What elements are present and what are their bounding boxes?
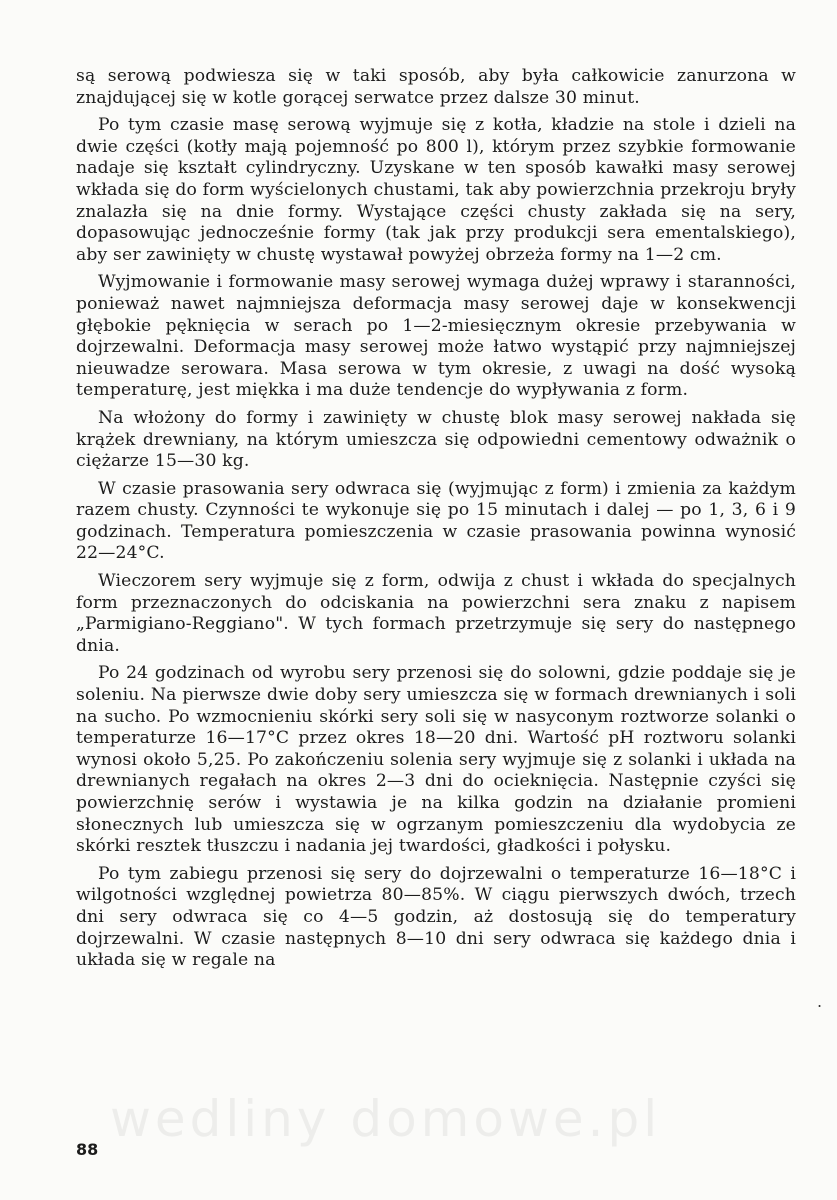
- paragraph-7: Po 24 godzinach od wyrobu sery przenosi się do solowni, gdzie poddaje się je soleniu. Na pierwsze dwie doby sery umieszcza się w formach drewnianych i soli na sucho. Po wzmocnieniu skórki sery soli się w nasyconym roztworze solanki o temperaturze 16—17°C przez okres 18—20 dni. Wartość pH roztworu solanki wynosi około 5,25. Po zakończeniu solenia sery wyjmuje się z solanki i układa na drewnianych regałach na okres 2—3 dni do ocieknięcia. Następnie czyści się powierzchnię serów i wystawia je na kilka godzin na działanie promieni słonecznych lub umieszcza się w ogrzanym pomieszczeniu dla wydobycia ze skórki resztek tłuszczu i nadania jej twardości, gładkości i połysku.: [76, 663, 796, 857]
- paragraph-6: Wieczorem sery wyjmuje się z form, odwija z chust i wkłada do specjalnych form przeznaczonych do odciskania na powierzchni sera znaku z napisem „Parmigiano-Reggiano". W tych formach przetrzymuje się sery do następnego dnia.: [76, 571, 796, 656]
- body-text: [76, 66, 796, 978]
- paragraph-2: Po tym czasie masę serową wyjmuje się z kotła, kładzie na stole i dzieli na dwie części (kotły mają pojemność po 800 l), którym przez szybkie formowanie nadaje się kształt cylindryczny. Uzyskane w ten sposób kawałki masy serowej wkłada się do form wyścielonych chustami, tak aby powierzchnia przekroju bryły znalazła się na dnie formy. Wystające części chusty zakłada się na sery, dopasowując jednocześnie formy (tak jak przy produkcji sera ementalskiego), aby ser zawinięty w chustę wystawał powyżej obrzeża formy na 1—2 cm.: [76, 115, 796, 265]
- page-number: 88: [76, 1140, 99, 1159]
- paragraph-4: Na włożony do formy i zawinięty w chustę blok masy serowej nakłada się krążek drewniany, na którym umieszcza się odpowiedni cementowy odważnik o ciężarze 15—30 kg.: [76, 407, 796, 472]
- paragraph-1: są serową podwiesza się w taki sposób, aby była całkowicie zanurzona w znajdującej się w kotle gorącej serwatce przez dalsze 30 minut.: [76, 66, 796, 108]
- paragraph-3: Wyjmowanie i formowanie masy serowej wymaga dużej wprawy i staranności, ponieważ nawet najmniejsza deformacja masy serowej daje w konsekwencji głębokie pęknięcia w serach po 1—2-miesięcznym okresie przebywania w dojrzewalni. Deformacja masy serowej może łatwo wystąpić przy najmniejszej nieuwadze serowara. Masa serowa w tym okresie, z uwagi na dość wysoką temperaturę, jest miękka i ma duże tendencje do wypływania z form.: [76, 272, 796, 401]
- margin-mark: .: [817, 992, 823, 1011]
- paragraph-8: Po tym zabiegu przenosi się sery do dojrzewalni o temperaturze 16—18°C i wilgotności względnej powietrza 80—85%. W ciągu pierwszych dwóch, trzech dni sery odwraca się co 4—5 godzin, aż dostosują się do temperatury dojrzewalni. W czasie następnych 8—10 dni sery odwraca się każdego dnia i układa się w regale na: [76, 863, 796, 971]
- paragraph-5: W czasie prasowania sery odwraca się (wyjmując z form) i zmienia za każdym razem chusty. Czynności te wykonuje się po 15 minutach i dalej — po 1, 3, 6 i 9 godzinach. Temperatura pomieszczenia w czasie prasowania powinna wynosić 22—24°C.: [76, 478, 796, 564]
- watermark-text: wedliny domowe.pl: [110, 1090, 662, 1148]
